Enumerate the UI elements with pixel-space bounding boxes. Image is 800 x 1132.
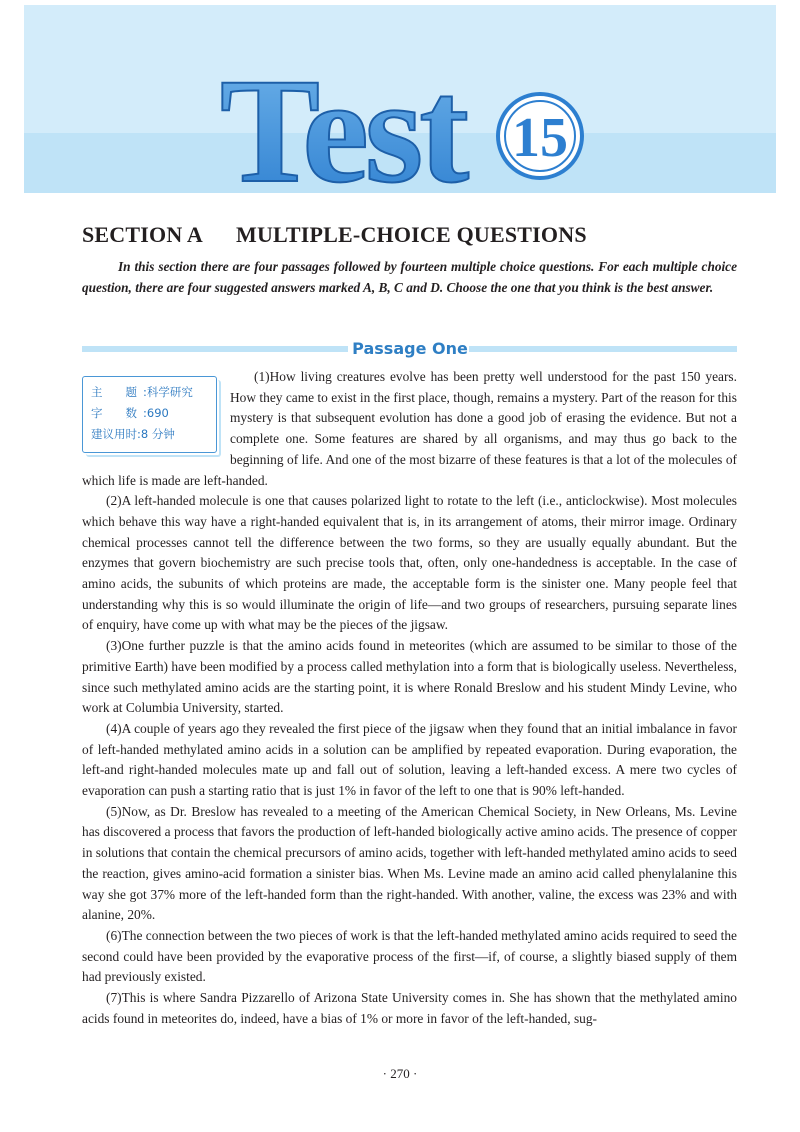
info-topic-value: 科学研究 xyxy=(146,385,193,399)
info-count-row: 字 数 : 690 xyxy=(91,403,208,424)
section-heading: SECTION A MULTIPLE-CHOICE QUESTIONS xyxy=(82,222,587,247)
page-number: · 270 · xyxy=(382,1066,418,1081)
passage-paragraph-2: (2)A left-handed molecule is one that causes polarized light to rotate to the left (i.e., anticlockwise). Most molecules which behave this way have a right-handed equivalent that is, in its arrangement of atoms, their mirror image. Ordinary chemical processes cannot tell the difference between the two forms, so they are usually equally abundant. But the enzymes that govern biochemistry are such precise tools that, often, only one-handedness is acceptable. In the case of amino acids, the subunits of which proteins are made, the acceptable form is the sinister one. Many people feel that understanding why this is so would illuminate the origin of life—and two groups of researchers, pursuing separate lines of enquiry, have come up with what may be the pieces of the jigsaw. xyxy=(82,493,737,633)
test-number-badge xyxy=(498,94,582,178)
info-time-row: 建议用时 : 8 分钟 xyxy=(91,424,208,445)
passage-paragraph-6: (6)The connection between the two pieces of work is that the left-handed methylated amino acids required to seed the second could have been provided by the evaporative process of the first—if, of course, a slightly biased supply of them had previously existed. xyxy=(82,927,737,985)
section-instructions: In this section there are four passages followed by fourteen multiple choice questions. For each multiple choice question, there are four suggested answers marked A, B, C and D. Choose the one that you think is the best answer. xyxy=(82,259,737,295)
title-banner xyxy=(24,5,776,193)
passage-title-bar xyxy=(82,337,737,361)
info-time-label: 建议用时 xyxy=(91,427,137,441)
info-topic-label: 主 题 xyxy=(91,385,137,399)
passage-rule-right xyxy=(469,346,737,352)
passage-paragraph-1: (1)How living creatures evolve has been pretty well understood for the past 150 years. How they came to exist in the first place, though, remains a mystery. Part of the reason for this mystery is that subsequent evolution has done a good job of erasing the evidence. But not a complete one. Some features are shared by all organisms, and may thus go back to the beginning of life. And one of the most bizarre of these features is that a lot of the molecules of which life is made are left-handed. xyxy=(82,369,737,488)
passage-body xyxy=(82,367,737,1030)
info-box-float-spacer xyxy=(82,367,230,463)
info-time-value: 8 分钟 xyxy=(140,427,175,441)
info-count-label: 字 数 xyxy=(91,406,137,420)
passage-paragraph-3: (3)One further puzzle is that the amino acids found in meteorites (which are assumed to be similar to those of the primitive Earth) have been modified by a process called methylation into a form that is biologically useless. Nevertheless, since such methylated amino acids are the starting point, it is where Ronald Breslow and his student Mindy Levine, who work at Columbia University, started. xyxy=(82,638,737,716)
passage-paragraph-5: (5)Now, as Dr. Breslow has revealed to a meeting of the American Chemical Society, in New Orleans, Ms. Levine has discovered a process that favors the production of left-handed biologically active amino acids. The presence of copper in solutions that contain the chemical precursors of amino acids, together with left-handed methylated amino acids to seed the reaction, gives amino-acid formation a sinister bias. When Ms. Levine made an amino acid called phenylalanine this way she got 37% more of the left-handed form than the right-handed. With another, valine, the excess was 23% and with alanine, 20%. xyxy=(82,803,737,923)
passage-title: Passage One xyxy=(352,339,468,358)
info-topic-row: 主 题 : 科学研究 xyxy=(91,382,208,403)
passage-paragraph-4: (4)A couple of years ago they revealed the first piece of the jigsaw when they found that an initial imbalance in favor of left-handed methylated amino acids in a solution can be amplified by repeated evaporation. During evaporation, the left-and right-handed molecules mate up and fall out of solution, leaving a left-handed excess. A mere two cycles of evaporation can push a starting ratio that is just 1% in favor of the left to one that is 90% left-handed. xyxy=(82,720,737,799)
test-title-graphic xyxy=(24,5,776,193)
test-word: Test xyxy=(220,48,466,193)
passage-paragraph-7: (7)This is where Sandra Pizzarello of Arizona State University comes in. She has shown that the methylated amino acids found in meteorites do, indeed, have a bias of 1% or more in favor of the left-handed, sug- xyxy=(82,990,737,1026)
test-number: 15 xyxy=(512,107,568,169)
info-count-value: 690 xyxy=(146,406,169,420)
passage-rule-left xyxy=(82,346,348,352)
